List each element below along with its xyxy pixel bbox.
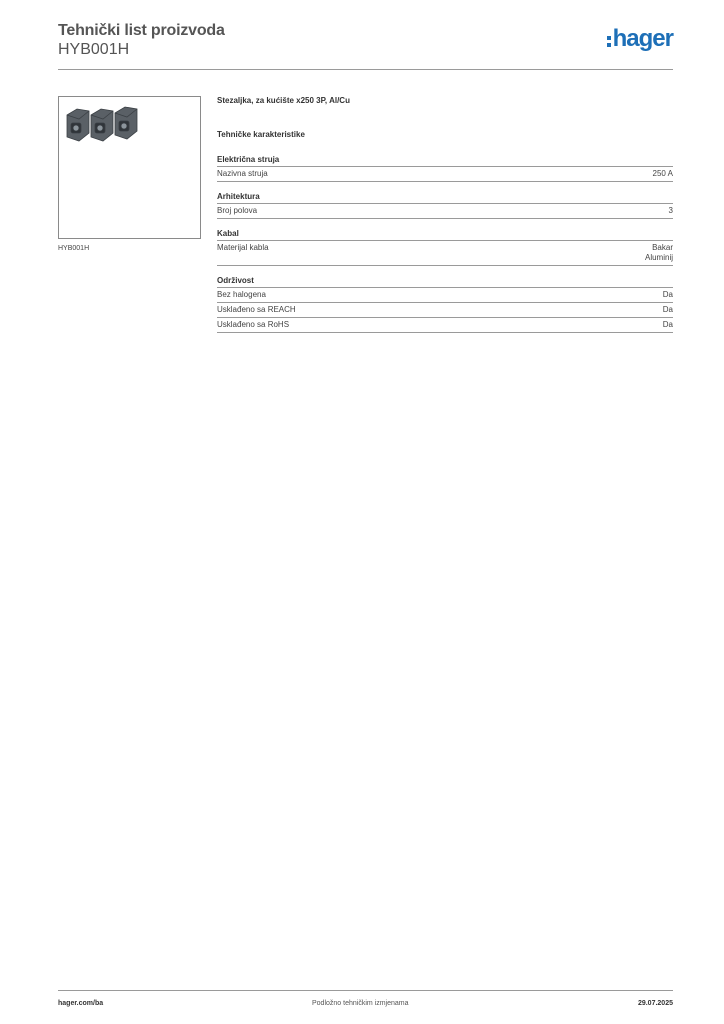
clamp-2 <box>91 109 113 141</box>
page-footer <box>58 990 673 1014</box>
footer-website-link[interactable]: hager.com/ba <box>58 1000 104 1007</box>
clamp-1 <box>67 109 89 141</box>
product-image-frame <box>58 96 201 239</box>
spec-group-electrical <box>217 155 673 182</box>
spec-value: 3 <box>668 206 673 215</box>
spec-label: Usklađeno sa REACH <box>217 305 296 314</box>
logo-text: hager <box>612 25 673 52</box>
footer-date: 29.07.2025 <box>637 1000 673 1007</box>
spec-content <box>217 96 673 343</box>
product-reference: HYB001H <box>58 41 130 58</box>
spec-row <box>217 167 673 182</box>
spec-row <box>217 318 673 333</box>
spec-value: Bakar Aluminij <box>644 243 673 262</box>
spec-row <box>217 288 673 303</box>
spec-label: Materijal kabla <box>217 243 269 252</box>
spec-value: Da <box>662 305 673 314</box>
terminal-clamps-image <box>63 103 143 148</box>
footer-note: Podložno tehničkim izmjenama <box>312 1000 409 1007</box>
spec-heading: Tehničke karakteristike <box>217 130 305 139</box>
hager-logo <box>607 25 673 53</box>
spec-row <box>217 241 673 266</box>
spec-row <box>217 303 673 318</box>
spec-label: Usklađeno sa RoHS <box>217 320 290 329</box>
spec-group-title: Električna struja <box>217 155 673 167</box>
spec-row <box>217 204 673 219</box>
spec-label: Broj polova <box>217 206 258 215</box>
spec-group-title: Kabal <box>217 229 673 241</box>
spec-value: Da <box>662 290 673 299</box>
spec-group-title: Održivost <box>217 276 673 288</box>
page-header <box>58 20 673 70</box>
logo-dots-icon <box>607 36 611 47</box>
spec-group-architecture <box>217 192 673 219</box>
page-title: Tehnički list proizvoda <box>58 22 225 39</box>
spec-group-title: Arhitektura <box>217 192 673 204</box>
image-caption: HYB001H <box>58 245 90 252</box>
spec-label: Bez halogena <box>217 290 266 299</box>
spec-value: Da <box>662 320 673 329</box>
spec-label: Nazivna struja <box>217 169 268 178</box>
spec-group-sustainability <box>217 276 673 333</box>
spec-group-cable <box>217 229 673 266</box>
product-description: Stezaljka, za kućište x250 3P, Al/Cu <box>217 96 350 105</box>
spec-value: 250 A <box>652 169 673 178</box>
clamp-3 <box>115 107 137 139</box>
